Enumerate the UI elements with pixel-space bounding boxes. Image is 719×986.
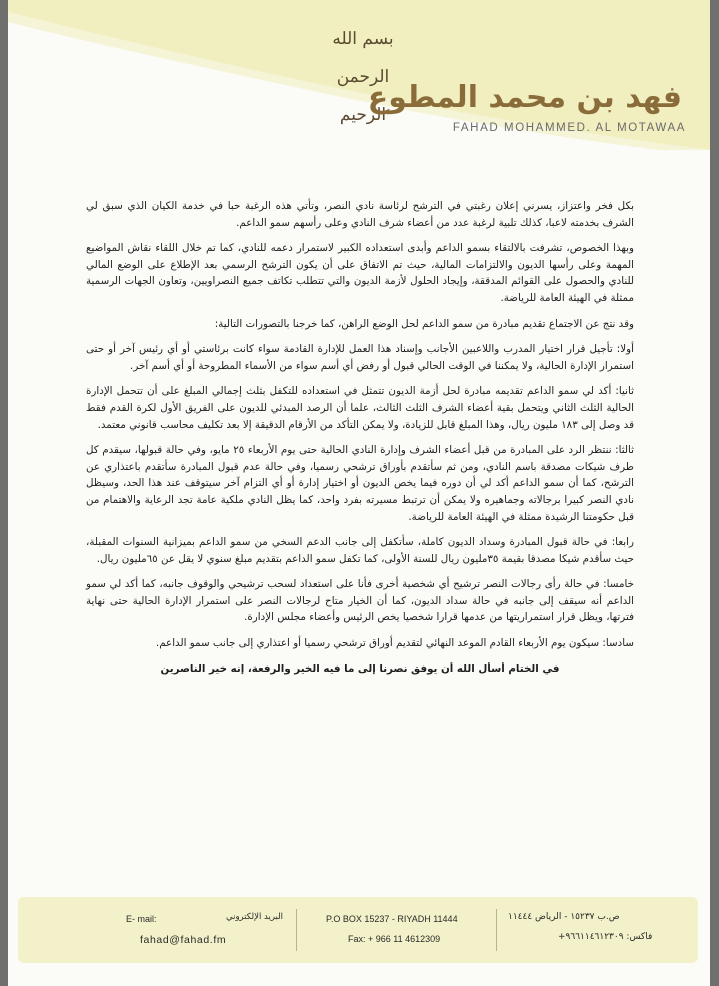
fax-en: Fax: + 966 11 4612309 [348, 934, 441, 944]
paragraph-second: ثانيا: أكد لي سمو الداعم تقديمه مبادرة لحل أزمة الديون تتمثل في استعداده للتكفل بثلث إجمالي المبلغ على أن تتحمل الإدارة الحالية الثلث الثاني ويتحمل بقية أعضاء الشرف الثلث الثالث، علما أن الرصد المبدئي للديون على الفريق الأول لكرة القدم فقط قد وصل إلى ١٨٣ مليون ريال، وهذا المبلغ قابل للزيادة، ولا يمكن التأكد من الأرقام الدقيقة إلا بعد تكليف محاسب قانوني معتمد. [86, 385, 634, 431]
footer-divider [496, 909, 497, 951]
letter-footer [18, 897, 698, 963]
basmala-calligraphy: بسم الله الرحمن الرحيم [332, 29, 394, 125]
paragraph-intro: بكل فخر واعتزاز، يسرني إعلان رغبتي في الترشح لرئاسة نادي النصر، وتأتي هذه الرغبة حبا في خدمة الكيان الذي سبق لي الشرف بخدمته لاعبا، كذلك تلبية لرغبة عدد من أعضاء شرف النادي وعلى رأسهم سمو الداعم. [86, 200, 634, 229]
paragraph-fifth: خامسا: في حالة رأى رجالات النصر ترشيح أي شخصية أخرى فأنا على استعداد لسحب ترشيحي والوقوف جانبه، كما أكد لي سمو الداعم أنه سيقف إلى جانبه في حالة سداد الديون، كما أن الخيار متاح لرجالات النصر على استمرار الإدارة الحالية حتى نهاية فترتها، ويظل قرار استمراريتها من عدمها قرارا شخصيا يخص الرئيس وأعضاء مجلس الإدارة. [86, 578, 634, 624]
sender-name-arabic: فهد بن محمد المطوع [367, 80, 682, 115]
footer-divider [296, 909, 297, 951]
paragraph-meeting: وبهذا الخصوص، تشرفت بالالتقاء بسمو الداعم وأبدى استعداده الكبير لاستمرار دعمه للنادي، كما تم خلال اللقاء نقاش المواضيع المهمة وعلى رأسها الديون والالتزامات المالية، حيث تم الاتفاق على أن يكون الترشح الرسمي بعد الإطلاع على الوضع المالي للنادي والحصول على القوائم المدققة، وإيجاد الحلول لأزمة الديون والتي تتطلب تكاتف جميع النصراويين، وتعاون الجهات الرسمية ممثلة في الهيئة العامة للرياضة. [86, 242, 634, 304]
paragraph-sixth: سادسا: سيكون يوم الأربعاء القادم الموعد النهائي لتقديم أوراق ترشحي رسميا أو اعتذاري إلى جانب سمو الداعم. [155, 637, 634, 650]
pobox-ar: ص.ب ١٥٢٣٧ - الرياض ١١٤٤٤ [508, 912, 620, 922]
email-label-ar: البريد الإلكتروني [226, 912, 284, 922]
paragraph-fourth: رابعا: في حالة قبول المبادرة وسداد الديون كاملة، سأتكفل إلى جانب الدعم السخي من سمو الداعم بميزانية السنوات المقبلة، حيث سأقدم شيكا مصدقا بقيمة ٣٥مليون ريال للسنة الأولى، كما تكفل سمو الداعم بتقديم مبلغ سنوي لا يقل عن ٦٥مليون ريال. [86, 536, 634, 565]
letter-page [8, 0, 710, 986]
sender-name-english: FAHAD MOHAMMED. AL MOTAWAA [452, 122, 686, 134]
paragraph-outcome: وقد نتج عن الاجتماع تقديم مبادرة من سمو الداعم لحل الوضع الراهن، كما خرجنا بالتصورات التالية: [214, 317, 634, 330]
letter-body [86, 198, 634, 686]
email-label-en: E- mail: [126, 914, 157, 924]
fax-ar: فاكس: ٩٦٦١١٤٦١٢٣٠٩+ [558, 932, 653, 942]
pobox-en: P.O BOX 15237 - RIYADH 11444 [326, 914, 458, 924]
paragraph-third: ثالثا: ننتظر الرد على المبادرة من قبل أعضاء الشرف وإدارة النادي الحالية حتى يوم الأربعاء ٢٥ مايو، وفي حالة قبولها، سيقدم كل طرف شيكات مصدقة باسم النادي، ومن ثم سأتقدم بأوراق ترشحي رسميا، وفي حالة عدم قبول المبادرة سأتقدم باعتذاري عن الترشح، كما أن سمو الداعم أكد لي أن دوره فيما يخص الديون أو اختيار إدارة أو أي التزام آخر سيتوقف عند هذا الحد، وسيظل نادي النصر كبيرا برجالاته وجماهيره ولا يمكن أن ترتبط مسيرته بفرد واحد، كما يظل النادي ملكية عامة تجد الرعاية والاهتمام من قبل حكومتنا الرشيدة ممثلة في الهيئة العامة للرياضة. [86, 444, 634, 523]
closing-line: في الختام أسأل الله أن يوفق نصرنا إلى ما فيه الخير والرفعة، إنه خير الناصرين [160, 662, 560, 675]
email-link[interactable]: fahad@fahad.fm [140, 934, 227, 946]
paragraph-first: أولا: تأجيل قرار اختيار المدرب واللاعبين الأجانب وإسناد هذا العمل للإدارة القادمة سواء كانت برئاستي أو أي رئيس آخر أو حتى استمرار الإدارة الحالية، ولا يمكننا في الوقت الحالي قبول أو رفض أي أسم سواء من الأسماء المطروحة أو أي أسم آخر. [86, 343, 634, 372]
